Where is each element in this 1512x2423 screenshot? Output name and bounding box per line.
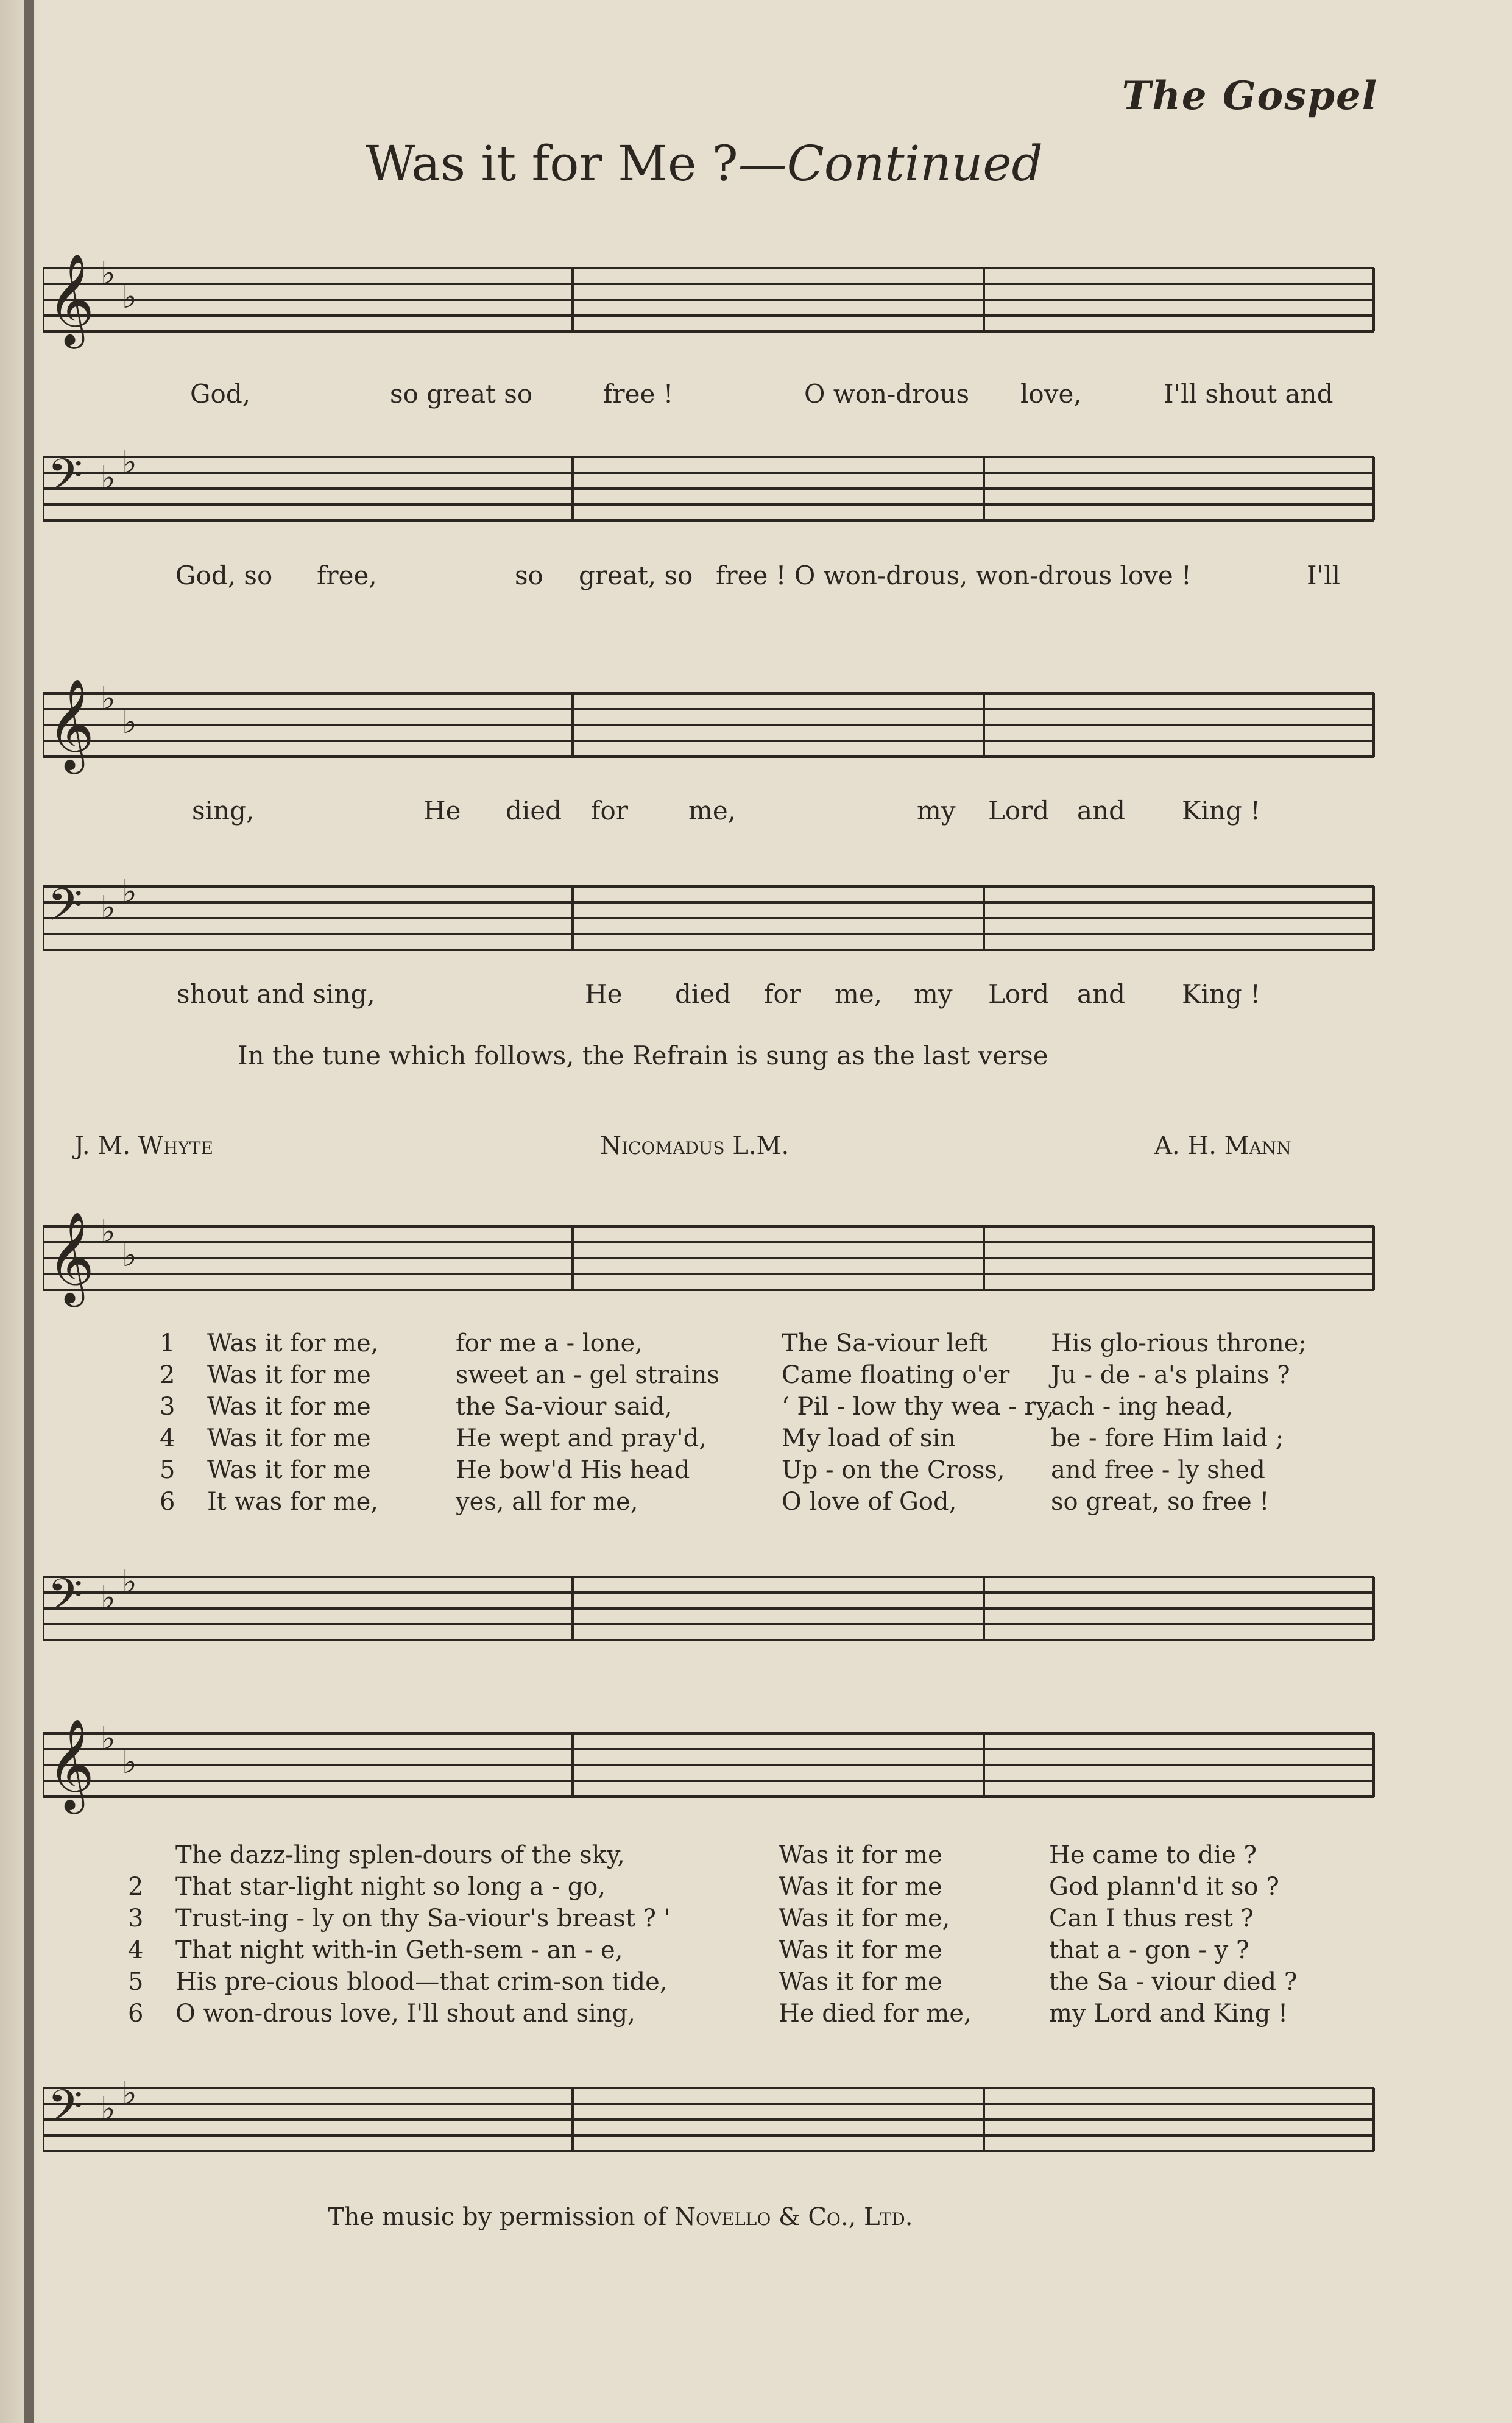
verse-lyric: Up - on the Cross, [782,1456,1005,1484]
verse-lyric: Was it for me [779,1841,942,1869]
lyric: Lord [988,979,1050,1009]
verse-number: 1 [160,1329,175,1357]
hymn-title [366,135,1043,192]
flat-icon: ♭ [101,2091,116,2128]
verse-lyric: the Sa - viour died ? [1049,1968,1298,1996]
verse-lyric: Was it for me [779,1968,942,1996]
verse-lyric: Was it for me [207,1456,371,1484]
verse-lyric: Was it for me [207,1393,371,1421]
verse-lyric: He bow'd His head [456,1456,690,1484]
verse-lyric: Can I thus rest ? [1049,1905,1254,1933]
lyric: King ! [1182,796,1260,826]
publisher-name: Novello & Co., Ltd. [674,2203,913,2231]
verse-number: 4 [128,1936,144,1964]
flat-icon: ♭ [101,1580,116,1616]
book-binding-edge [24,0,34,2423]
verse-row [0,1841,1512,1872]
lyric: I'll shout and [1164,379,1334,409]
lyric: died [506,796,562,826]
verse-lyric: Came floating o'er [782,1361,1010,1389]
flat-icon: ♭ [122,1564,137,1601]
verse-lyric: He came to die ? [1049,1841,1257,1869]
flat-icon: ♭ [101,1214,116,1250]
lyric: free ! O won-drous, won-drous love ! [716,561,1192,590]
treble-clef-icon: 𝄞 [48,1211,94,1303]
lyric: sing, [192,796,255,826]
bass-clef-icon: 𝄢 [48,879,83,943]
lyric: and [1077,979,1125,1009]
verse-number: 4 [160,1424,175,1452]
lyric: God, so [175,561,273,590]
lyric: for [764,979,801,1009]
verse-lyric: Ju - de - a's plains ? [1051,1361,1290,1389]
bass-clef-icon: 𝄢 [48,449,83,513]
verse-row [0,1936,1512,1967]
verse-lyric: It was for me, [207,1488,378,1516]
lyric: free ! [603,379,674,409]
footer-prefix: The music by permission of [328,2203,667,2231]
verse-number: 5 [128,1968,144,1996]
treble-clef-icon: 𝄞 [48,1717,94,1810]
flat-icon: ♭ [122,2075,137,2112]
flat-icon: ♭ [101,1721,116,1757]
refrain-note: In the tune which follows, the Refrain is sung as the last verse [238,1041,1048,1070]
verse-row [0,2000,1512,2030]
verse-row [0,1456,1512,1487]
verse-lyric: God plann'd it so ? [1049,1873,1279,1901]
verse-lyric: My load of sin [782,1424,956,1452]
lyric: Lord [988,796,1050,826]
verse-lyric: yes, all for me, [456,1488,638,1516]
verse-number: 6 [160,1488,175,1516]
verse-number: 3 [128,1905,144,1933]
flat-icon: ♭ [122,704,137,741]
verse-lyric: He died for me, [779,2000,972,2028]
bass-clef-icon: 𝄢 [48,2080,83,2144]
lyric: God, [190,379,251,409]
lyric: O won-drous [804,379,970,409]
composer-credit [1154,1132,1291,1160]
lyric: so [515,561,543,590]
verse-row [0,1905,1512,1935]
staff-bass-2 [43,868,1383,972]
verse-lyric: Was it for me [207,1361,371,1389]
verse-lyric: the Sa-viour said, [456,1393,673,1421]
tune-name [600,1132,789,1160]
verse-row [0,1488,1512,1518]
lyric: my [914,979,953,1009]
verse-number: 3 [160,1393,175,1421]
verse-lyric: The Sa-viour left [782,1329,988,1357]
verse-lyric: That night with-in Geth-sem - an - e, [175,1936,623,1964]
lyric: for [591,796,628,826]
lyric: me, [688,796,737,826]
flat-icon: ♭ [122,279,137,316]
staff-treble-1 [43,250,1383,353]
lyric: died [675,979,732,1009]
flat-icon: ♭ [101,681,116,717]
verse-number: 5 [160,1456,175,1484]
verse-row [0,1329,1512,1360]
flat-icon: ♭ [122,1744,137,1781]
verse-lyric: The dazz-ling splen-dours of the sky, [175,1841,625,1869]
lyric: He [423,796,461,826]
verse-lyric: Was it for me [207,1424,371,1452]
verse-number: 6 [128,2000,144,2028]
lyric: me, [835,979,883,1009]
verse-lyric: Was it for me [779,1936,942,1964]
flat-icon: ♭ [122,444,137,481]
verse-row [0,1873,1512,1903]
staff-bass-3 [43,1558,1383,1662]
verse-lyric: Was it for me [779,1873,942,1901]
verse-lyric: His glo-rious throne; [1051,1329,1307,1357]
bass-clef-icon: 𝄢 [48,1569,83,1633]
author-credit [74,1132,213,1160]
lyric: shout and sing, [177,979,375,1009]
verse-lyric: His pre-cious blood—that crim-son tide, [175,1968,668,1996]
footer-credit [328,2203,913,2231]
composer-name: A. H. Mann [1154,1132,1291,1160]
author-name: J. M. Whyte [74,1132,213,1160]
treble-clef-icon: 𝄞 [48,252,94,345]
flat-icon: ♭ [122,874,137,910]
treble-clef-icon: 𝄞 [48,677,94,770]
lyric: love, [1020,379,1082,409]
lyric: King ! [1182,979,1260,1009]
lyric: so great so [390,379,533,409]
title-main: Was it for Me ? [366,135,738,192]
verse-lyric: so great, so free ! [1051,1488,1270,1516]
flat-icon: ♭ [122,1237,137,1274]
verse-lyric: and free - ly shed [1051,1456,1265,1484]
lyric: my [917,796,956,826]
lyric: great, so [579,561,693,590]
verse-row [0,1968,1512,1998]
verse-lyric: O won-drous love, I'll shout and sing, [175,2000,635,2028]
staff-bass-1 [43,439,1383,542]
lyric: He [585,979,623,1009]
verse-lyric: Trust-ing - ly on thy Sa-viour's breast ? ' [175,1905,671,1933]
lyric: free, [317,561,377,590]
verse-lyric: O love of God, [782,1488,957,1516]
section-label: The Gospel [1122,73,1378,119]
flat-icon: ♭ [101,255,116,292]
lyric: I'll [1307,561,1341,590]
verse-lyric: Was it for me, [779,1905,950,1933]
staff-treble-4 [43,1715,1383,1819]
verse-lyric: sweet an - gel strains [456,1361,719,1389]
verse-lyric: my Lord and King ! [1049,2000,1288,2028]
verse-lyric: That star-light night so long a - go, [175,1873,606,1901]
staff-bass-4 [43,2070,1383,2173]
verse-lyric: that a - gon - y ? [1049,1936,1249,1964]
flat-icon: ♭ [101,460,116,497]
verse-lyric: for me a - lone, [456,1329,643,1357]
flat-icon: ♭ [101,890,116,926]
staff-treble-3 [43,1208,1383,1312]
verse-row [0,1393,1512,1423]
lyric: and [1077,796,1125,826]
verse-lyric: Was it for me, [207,1329,379,1357]
verse-lyric: be - fore Him laid ; [1051,1424,1284,1452]
staff-treble-2 [43,675,1383,779]
verse-lyric: ‘ Pil - low thy wea - ry, [782,1393,1055,1421]
verse-lyric: He wept and pray'd, [456,1424,707,1452]
tune-label: Nicomadus L.M. [600,1132,790,1160]
title-continued: —Continued [738,135,1043,192]
verse-row [0,1424,1512,1455]
verse-number: 2 [160,1361,175,1389]
verse-row [0,1361,1512,1392]
book-spine-shadow [0,0,43,2423]
verse-number: 2 [128,1873,144,1901]
verse-lyric: ach - ing head, [1051,1393,1234,1421]
